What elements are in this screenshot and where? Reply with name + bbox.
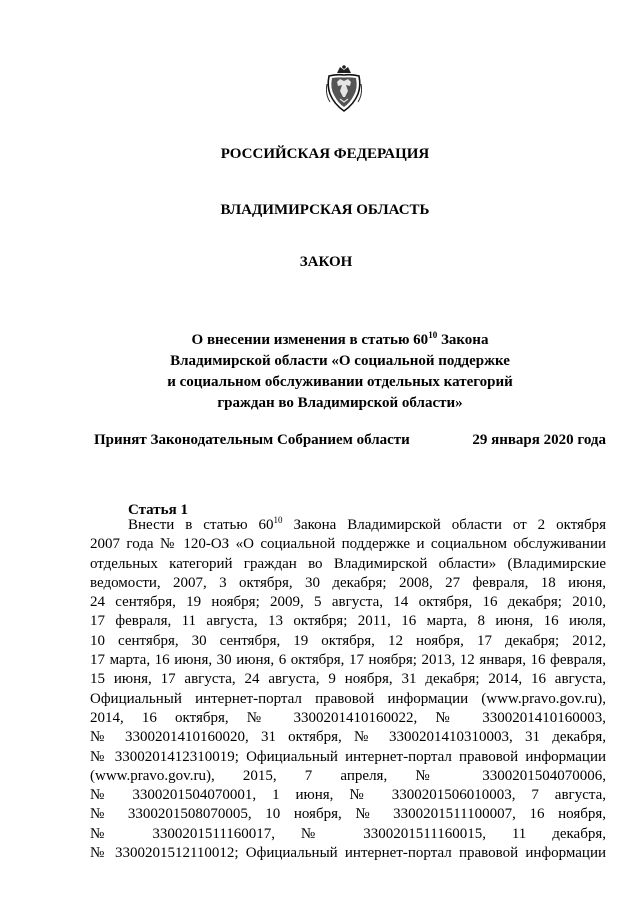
article-line: 17 марта, 16 июня, 30 июня, 6 октября, 17 ноября; 2013, 12 января, 16 февраля, <box>90 652 606 669</box>
adoption-date: 29 января 2020 года <box>472 432 606 448</box>
region-heading: ВЛАДИМИРСКАЯ ОБЛАСТЬ <box>220 202 430 218</box>
article-line: 15 июня, 17 августа, 24 августа, 9 ноября, 31 декабря; 2014, 16 августа, <box>90 671 606 688</box>
subject-line-4: граждан во Владимирской области» <box>217 395 463 411</box>
article-line: № 3300201511160017, № 3300201511160015, 11 декабря, <box>90 825 606 842</box>
article-line: 2007 года № 120-ОЗ «О социальной поддержке и социальном обслуживании <box>90 536 606 553</box>
doc-type-heading: ЗАКОН <box>299 254 353 270</box>
article-line: 24 сентября, 19 ноября; 2009, 5 августа, 14 октября, 16 декабря; 2010, <box>90 594 606 611</box>
subject-line-3: и социальном обслуживании отдельных категорий <box>167 374 513 390</box>
law-subject <box>140 325 540 414</box>
article-line: № 3300201504070001, 1 июня, № 3300201506010003, 7 августа, <box>90 787 606 804</box>
article-line: № 3300201508070005, 10 ноября, № 3300201511100007, 16 ноября, <box>90 806 606 823</box>
country-heading: РОССИЙСКАЯ ФЕДЕРАЦИЯ <box>220 146 430 162</box>
article-line: Официальный интернет-портал правовой информации (www.pravo.gov.ru), <box>90 690 606 707</box>
subject-line-1: О внесении изменения в статью $60^{10}$ Закона <box>191 330 489 348</box>
coat-of-arms-icon <box>326 64 362 114</box>
article-line: отдельных категорий граждан во Владимирской области» (Владимирские <box>90 555 606 572</box>
article-line: 10 сентября, 30 сентября, 19 октября, 12 ноября, 17 декабря; 2012, <box>90 632 606 649</box>
adoption-line <box>94 432 606 449</box>
article-line: № 3300201410160020, 31 октября, № 3300201410310003, 31 декабря, <box>90 729 606 746</box>
article-line: 17 февраля, 11 августа, 13 октября; 2011, 16 марта, 8 июня, 16 июля, <box>90 613 606 630</box>
article-body <box>90 516 606 863</box>
article-line: 2014, 16 октября, № 3300201410160022, № 3300201410160003, <box>90 709 606 726</box>
article-line: (www.pravo.gov.ru), 2015, 7 апреля, № 3300201504070006, <box>90 767 606 784</box>
adopted-by: Принят Законодательным Собранием области <box>94 432 410 448</box>
subject-line-2: Владимирской области «О социальной поддержке <box>170 353 510 369</box>
article-line: Внести в статью $60^{10}$ Закона Владимирской области от 2 октября <box>128 515 606 533</box>
article-line: ведомости, 2007, 3 октября, 30 декабря; 2008, 27 февраля, 18 июня, <box>90 574 606 591</box>
article-title: Статья 1 <box>128 502 188 518</box>
article-line: № 3300201412310019; Официальный интернет-портал правовой информации <box>90 748 606 765</box>
article-line: № 3300201512110012; Официальный интернет-портал правовой информации <box>90 845 606 862</box>
